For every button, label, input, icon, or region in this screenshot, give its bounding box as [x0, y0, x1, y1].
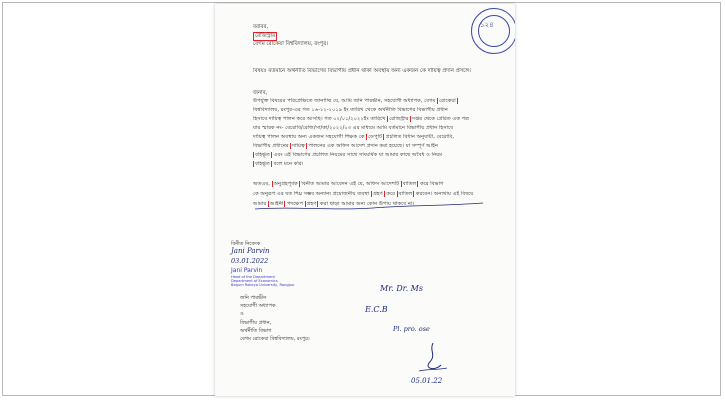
signature-date: 03.01.2022 — [231, 257, 269, 265]
highlight-box: বাতিল — [398, 191, 413, 197]
highlight-box: বহির্ভূত — [255, 161, 270, 167]
sender-title: সহযোগী অধ্যাপক — [240, 303, 276, 309]
highlight-box: ডেপুটি — [368, 134, 382, 140]
handwritten-note: Pl. pro. ose — [393, 325, 430, 333]
body-line: বিভাগীয় প্রধানের দায়িত্ব পালনের এক অফিস আদেশ প্রদান করা হয়েছে। যা সম্পূর্ণ আইন — [253, 143, 438, 149]
closing-line: অতএব, অনুগ্রহপূর্বক বিনীত আমার আবেদন এই যে, অফিস আদেশটি বাতিল করে বিভাগ — [253, 181, 444, 187]
sender-name: জনি পারভীন — [240, 295, 267, 301]
highlight-box: বহির্ভূত — [255, 152, 270, 158]
highlight-box: অনুগ্রহপূর্বক — [273, 181, 298, 187]
body-line: বিশ্ববিদ্যালয়, রংপুর-এর গত ১৬-১২-২০১৯ ইং তারিখ থেকে অর্থনীতি বিভাগের বিভাগীয় প্রধান — [253, 107, 448, 113]
stamp-name: Jani Parvin — [231, 267, 263, 274]
highlight-box: আইনী — [269, 201, 284, 207]
subject-line: বিষয়ঃ বর্তমানে অর্থনীতি বিভাগের বিভাগীয় প্রধান থাকা অবস্থায় অন্য একজন কে দায়িত্ব প্রদান প্রসঙ্গে। — [253, 68, 471, 74]
note-date: 05.01.22 — [411, 377, 443, 385]
highlight-box: গ্রহণ — [372, 191, 383, 197]
greeting: জনাব, — [253, 90, 268, 96]
seal-number: ১২৪ — [480, 21, 494, 29]
closing-line: কে অনুরূপ এর যত শিঘ্র সম্ভব অন্যান্য প্রয়োজনীয় ব্যবস্থা গ্রহণ করে বাতিল করবেন। অন্যথায় এই বিষয়ে — [253, 191, 474, 197]
stamp-line: Begum Rokeya University, Rangpur — [231, 283, 295, 287]
stamp-line: Head of the Department — [231, 275, 275, 279]
body-line: হিসাবে দায়িত্ব পালন করে আসছি। গত ০২/০১/২০২২ইং তারিখে রেজিস্ট্রার দপ্তর থেকে প্রেরিত এক পত্র — [253, 116, 469, 122]
highlight-box: রোকেয়া — [439, 98, 456, 104]
body-line: বহির্ভূত এবং এই বিভাগের প্রচলিত নিয়মের সাথে সাংঘর্ষিক যা আমার কাছে অবৈধ ও নিয়ম — [255, 152, 443, 158]
sender-dept: অর্থনীতি বিভাগ — [240, 328, 272, 334]
sender-university: বেগম রোকেয়া বিশ্ববিদ্যালয়, রংপুর। — [240, 336, 310, 342]
sign-off: বিনীত নিবেদক — [231, 241, 261, 247]
body-line: দায়িত্ব পালন অবস্থায় অন্য একজন সহযোগী শিক্ষক কে ডেপুটি প্রচলিত বিধান অনুযায়ী, বেরোবি, — [253, 134, 455, 140]
body-line: উপর্যুক্ত বিষয়ের পরিপ্রেক্ষিতে জানাচ্ছি যে, আমি জনি পারভীন, সহযোগী অধ্যাপক, বেগম রোকেয়া — [253, 98, 456, 104]
salutation-top: বরাবর, — [253, 24, 269, 30]
letter-page — [215, 4, 515, 396]
handwritten-note: E.C.B — [365, 305, 388, 314]
highlight-box: বাতিল — [402, 181, 417, 187]
pen-underline — [253, 200, 485, 214]
recipient-title: রেজিস্ট্রার — [255, 33, 276, 39]
highlight-box: গ্রহণ — [306, 201, 317, 207]
closing-line: আমার আইনী পদক্ষেপ গ্রহণ করা ছাড়া আমার অন্য কোন উপায় থাকবে না। — [253, 201, 415, 207]
stamp-line: Department of Economics — [231, 279, 278, 283]
highlight-box: দায়িত্ব — [292, 143, 305, 149]
office-seal — [471, 8, 515, 54]
recipient-university: বেগম রোকেয়া বিশ্ববিদ্যালয়, রংপুর। — [253, 41, 329, 47]
sender-and: ও — [240, 311, 244, 317]
body-line: যার স্মারক নং- বেরোবি/রেজি/সা/কা/২০২২/০৩ এর মাধ্যমে আমি বর্তমানে বিভাগীয় প্রধান হিসাবে — [253, 125, 454, 131]
handwritten-note: Mr. Dr. Ms — [380, 284, 423, 293]
sender-role: বিভাগীয় প্রধান, — [240, 320, 272, 326]
handwritten-initial-icon — [413, 339, 453, 379]
body-line: বহির্ভূত বলে মনে করি। — [255, 161, 304, 167]
highlight-box: রেজিস্ট্রার — [389, 116, 409, 122]
handwritten-signature: Jani Parvin — [231, 247, 270, 255]
